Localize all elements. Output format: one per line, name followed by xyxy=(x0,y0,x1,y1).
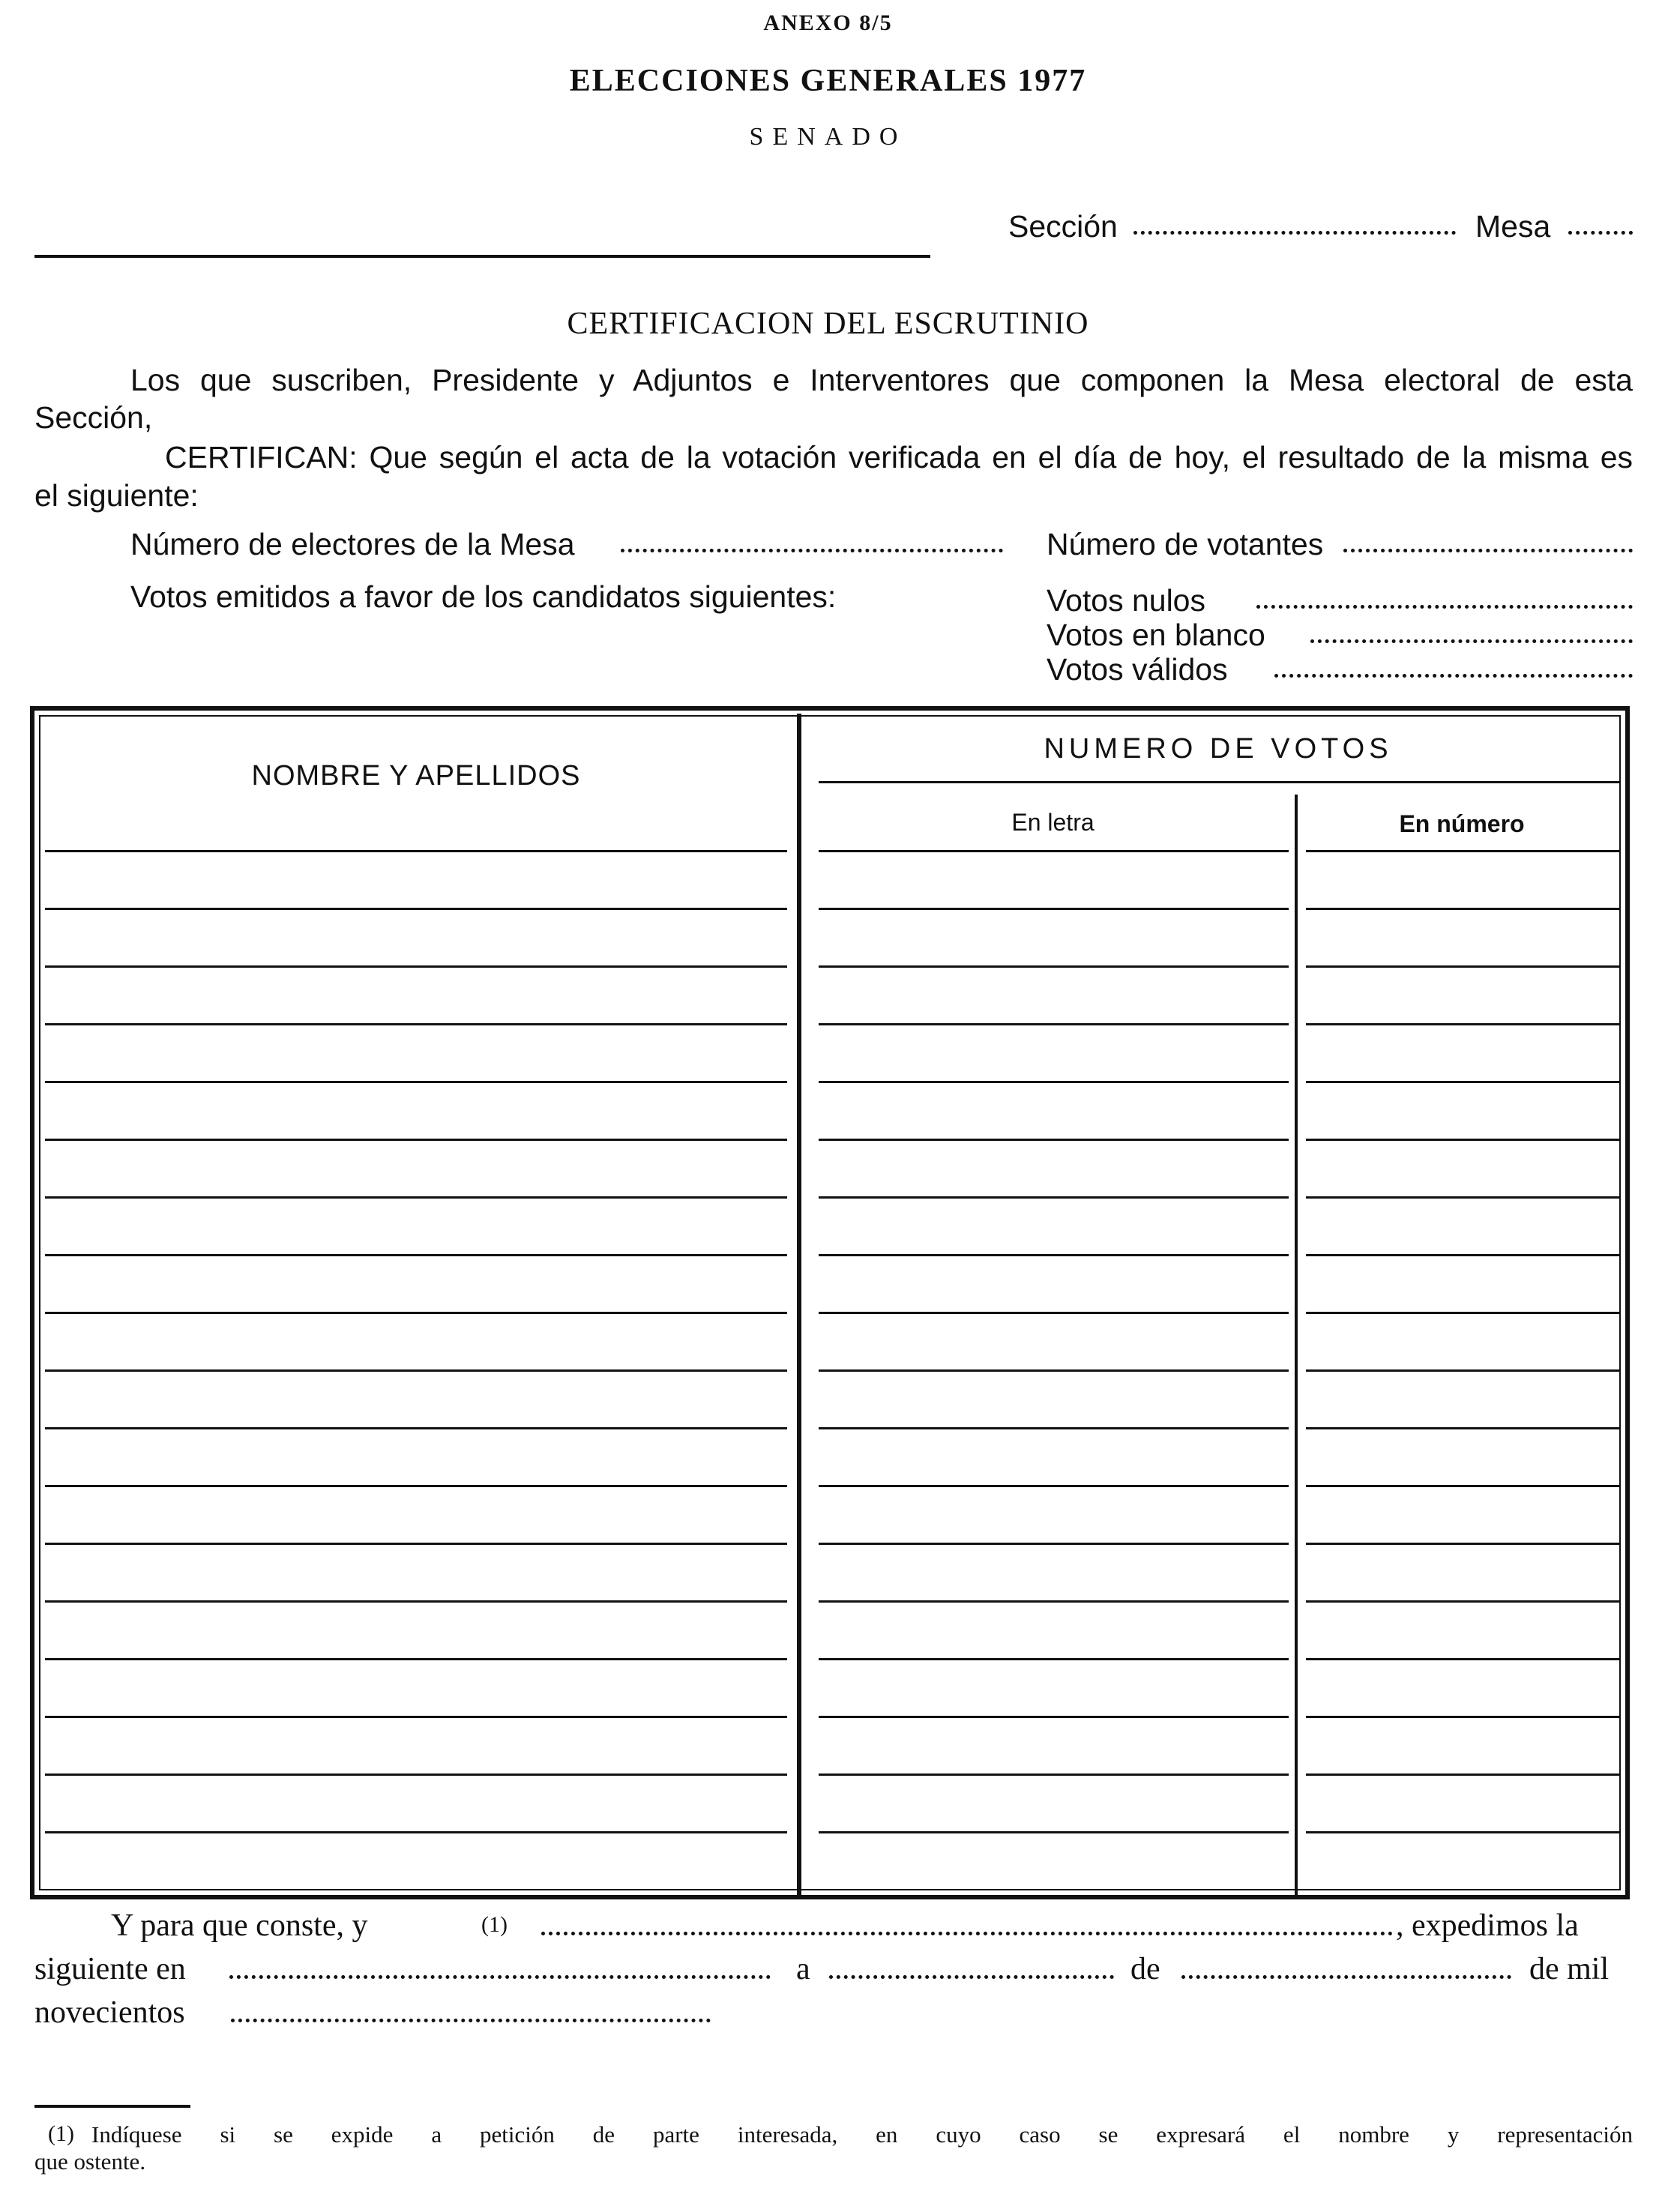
row-rule-number[interactable] xyxy=(1306,1600,1619,1603)
votes-header-rule xyxy=(819,781,1619,783)
closing-line3-start: novecientos xyxy=(34,1995,185,2030)
footnote-reference: (1) xyxy=(481,1912,508,1937)
row-rule-name[interactable] xyxy=(45,1427,787,1429)
row-rule-letter[interactable] xyxy=(819,908,1289,910)
row-rule-name[interactable] xyxy=(45,1716,787,1718)
row-rule-letter[interactable] xyxy=(819,1254,1289,1256)
row-rule-letter[interactable] xyxy=(819,1312,1289,1314)
seccion-label: Sección xyxy=(1008,209,1118,244)
row-rule-number[interactable] xyxy=(1306,1196,1619,1199)
row-rule-number[interactable] xyxy=(1306,908,1619,910)
row-rule-number[interactable] xyxy=(1306,1312,1619,1314)
row-rule-name[interactable] xyxy=(45,1139,787,1141)
annex-label: ANEXO 8/5 xyxy=(763,10,893,35)
row-rule-letter xyxy=(819,850,1289,852)
chamber-label: SENADO xyxy=(749,123,907,151)
certificate-title: CERTIFICACION DEL ESCRUTINIO xyxy=(567,307,1089,341)
nulos-field[interactable] xyxy=(1256,605,1633,609)
electores-field[interactable] xyxy=(621,549,1003,552)
row-rule-name[interactable] xyxy=(45,1831,787,1833)
column-divider-votes xyxy=(1295,795,1298,1896)
row-rule-letter[interactable] xyxy=(819,1139,1289,1141)
row-rule-letter[interactable] xyxy=(819,1716,1289,1718)
row-rule-name[interactable] xyxy=(45,1485,787,1487)
letter-column-header: En letra xyxy=(1011,809,1095,836)
votantes-label: Número de votantes xyxy=(1047,527,1324,561)
mesa-field[interactable] xyxy=(1568,231,1633,235)
closing-line2-end: de mil xyxy=(1529,1952,1610,1986)
row-rule-letter[interactable] xyxy=(819,1485,1289,1487)
row-rule-number[interactable] xyxy=(1306,1485,1619,1487)
row-rule-name[interactable] xyxy=(45,1081,787,1083)
validos-label: Votos válidos xyxy=(1047,652,1228,687)
row-rule-name[interactable] xyxy=(45,1312,787,1314)
closing-line1-end: , expedimos la xyxy=(1396,1908,1579,1943)
row-rule-number[interactable] xyxy=(1306,1716,1619,1718)
closing-line1-start: Y para que conste, y xyxy=(111,1908,368,1943)
row-rule-number[interactable] xyxy=(1306,1023,1619,1025)
row-rule-letter[interactable] xyxy=(819,1773,1289,1776)
certify-text-line1: CERTIFICAN: Que según el acta de la votación verificada en el día de hoy, el resultado de la misma es xyxy=(165,440,1633,474)
row-rule-number[interactable] xyxy=(1306,1254,1619,1256)
locality-line[interactable] xyxy=(34,255,930,258)
footnote-text-line1: Indíquese si se expide a petición de parte interesada, en cuyo caso se expresará el nombre y representación xyxy=(91,2121,1633,2148)
number-column-header: En número xyxy=(1399,810,1525,837)
footnote-separator xyxy=(34,2105,190,2108)
row-rule-number[interactable] xyxy=(1306,1081,1619,1083)
row-rule-name[interactable] xyxy=(45,1196,787,1199)
name-column-header: NOMBRE Y APELLIDOS xyxy=(251,760,581,792)
row-rule-name[interactable] xyxy=(45,1773,787,1776)
place-field[interactable] xyxy=(229,1975,771,1979)
row-rule-letter[interactable] xyxy=(819,1658,1289,1660)
row-rule-letter[interactable] xyxy=(819,1023,1289,1025)
vote-table xyxy=(30,706,1630,1899)
mesa-label: Mesa xyxy=(1475,209,1551,244)
row-rule-number xyxy=(1306,850,1619,852)
closing-line2-start: siguiente en xyxy=(34,1952,186,1986)
footnote-text-line2: que ostente. xyxy=(34,2148,146,2175)
nulos-label: Votos nulos xyxy=(1047,583,1205,618)
intro-text-line2: Sección, xyxy=(34,400,153,435)
closing-a: a xyxy=(796,1952,810,1986)
day-field[interactable] xyxy=(829,1975,1114,1979)
row-rule-letter[interactable] xyxy=(819,1831,1289,1833)
row-rule-letter[interactable] xyxy=(819,965,1289,968)
row-rule-number[interactable] xyxy=(1306,965,1619,968)
row-rule-name[interactable] xyxy=(45,1600,787,1603)
request-field[interactable] xyxy=(541,1932,1393,1935)
row-rule-name[interactable] xyxy=(45,1543,787,1545)
seccion-field[interactable] xyxy=(1133,231,1456,235)
row-rule-number[interactable] xyxy=(1306,1543,1619,1545)
row-rule-name[interactable] xyxy=(45,1023,787,1025)
row-rule-name xyxy=(45,850,787,852)
column-divider-name xyxy=(797,714,801,1896)
row-rule-letter[interactable] xyxy=(819,1081,1289,1083)
row-rule-number[interactable] xyxy=(1306,1831,1619,1833)
month-field[interactable] xyxy=(1181,1975,1511,1979)
vote-table-inner-border xyxy=(39,715,1621,1890)
row-rule-number[interactable] xyxy=(1306,1139,1619,1141)
row-rule-number[interactable] xyxy=(1306,1658,1619,1660)
blanco-field[interactable] xyxy=(1310,639,1633,643)
row-rule-letter[interactable] xyxy=(819,1543,1289,1545)
closing-de: de xyxy=(1130,1952,1160,1986)
row-rule-name[interactable] xyxy=(45,908,787,910)
row-rule-name[interactable] xyxy=(45,1369,787,1372)
year-field[interactable] xyxy=(231,2019,711,2022)
intro-text-line1: Los que suscriben, Presidente y Adjuntos e Interventores que componen la Mesa electoral de esta xyxy=(130,363,1633,397)
document-title: ELECCIONES GENERALES 1977 xyxy=(569,64,1087,98)
electores-label: Número de electores de la Mesa xyxy=(130,527,575,561)
emitidos-label: Votos emitidos a favor de los candidatos siguientes: xyxy=(130,579,837,614)
row-rule-number[interactable] xyxy=(1306,1369,1619,1372)
row-rule-letter[interactable] xyxy=(819,1600,1289,1603)
row-rule-letter[interactable] xyxy=(819,1196,1289,1199)
row-rule-number[interactable] xyxy=(1306,1773,1619,1776)
footnote-marker: (1) xyxy=(48,2121,74,2146)
row-rule-name[interactable] xyxy=(45,1658,787,1660)
certify-text-line2: el siguiente: xyxy=(34,478,199,513)
row-rule-letter[interactable] xyxy=(819,1369,1289,1372)
row-rule-name[interactable] xyxy=(45,1254,787,1256)
blanco-label: Votos en blanco xyxy=(1047,618,1265,652)
row-rule-name[interactable] xyxy=(45,965,787,968)
votantes-field[interactable] xyxy=(1343,549,1633,552)
votes-column-header: NUMERO DE VOTOS xyxy=(1044,733,1393,765)
row-rule-number[interactable] xyxy=(1306,1427,1619,1429)
validos-field[interactable] xyxy=(1274,674,1633,678)
row-rule-letter[interactable] xyxy=(819,1427,1289,1429)
